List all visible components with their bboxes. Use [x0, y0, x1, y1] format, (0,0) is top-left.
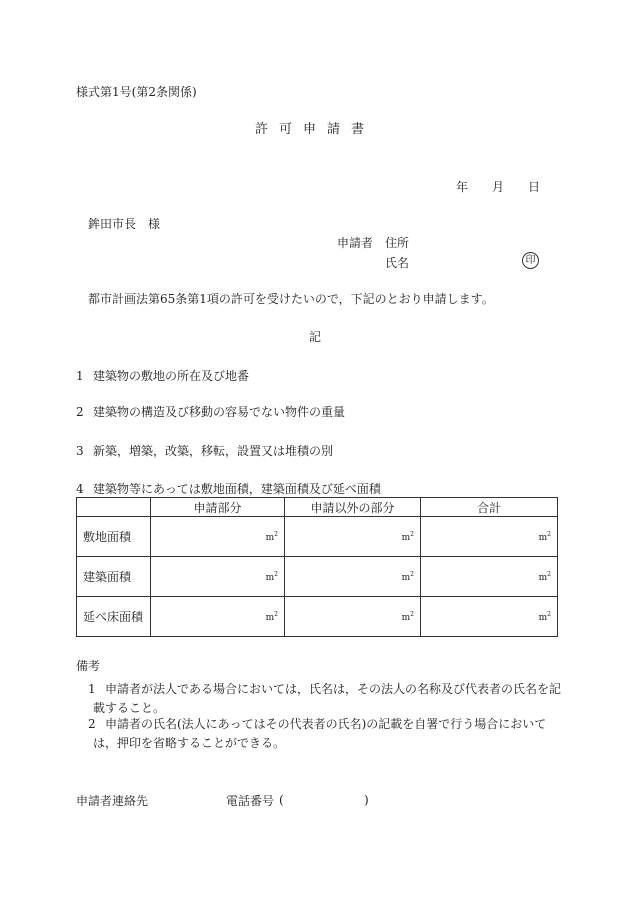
remark-number: 1 — [88, 682, 96, 696]
contact-label: 申請者連絡先 — [76, 794, 149, 808]
date-month-label: 月 — [492, 180, 505, 194]
area-cell[interactable] — [151, 597, 285, 637]
unit-exponent: 2 — [410, 530, 414, 538]
phone-label: 電話番号 — [226, 794, 275, 808]
row-label: 敷地面積 — [77, 517, 151, 557]
table-header-cell: 申請以外の部分 — [285, 498, 421, 517]
unit-exponent: 2 — [410, 610, 414, 618]
remark-item — [88, 683, 561, 695]
item-number: 3 — [76, 444, 84, 458]
row-label: 建築面積 — [77, 557, 151, 597]
table-header-row — [77, 498, 558, 517]
remark-text: 申請者が法人である場合においては，氏名は，その法人の名称及び代表者の氏名を記 — [105, 682, 562, 696]
applicant-label: 申請者 — [337, 236, 374, 250]
list-item — [76, 370, 249, 382]
item-number: 1 — [76, 369, 84, 383]
unit-exponent: 2 — [547, 570, 551, 578]
unit-label: m — [538, 612, 548, 623]
table-row — [77, 597, 558, 637]
unit-label: m — [401, 612, 411, 623]
date-day-label: 日 — [528, 180, 541, 194]
applicant-address-label: 住所 — [385, 236, 410, 250]
item-number: 4 — [76, 482, 84, 496]
table-row — [77, 517, 558, 557]
area-cell[interactable] — [151, 517, 285, 557]
unit-label: m — [265, 532, 275, 543]
document-title: 許可申請書 — [254, 122, 375, 137]
phone-paren-close: ) — [364, 793, 369, 807]
area-cell[interactable] — [151, 557, 285, 597]
remark-continuation: 載すること。 — [93, 701, 166, 715]
form-number: 様式第1号(第2条関係) — [76, 85, 197, 99]
unit-exponent: 2 — [274, 530, 278, 538]
area-cell[interactable] — [285, 517, 421, 557]
area-cell[interactable] — [285, 557, 421, 597]
unit-label: m — [401, 572, 411, 583]
unit-exponent: 2 — [274, 610, 278, 618]
unit-exponent: 2 — [410, 570, 414, 578]
ki-heading: 記 — [308, 330, 321, 344]
row-label: 延べ床面積 — [77, 597, 151, 637]
item-text: 建築物等にあっては敷地面積，建築面積及び延べ面積 — [93, 482, 381, 496]
remark-item — [88, 718, 546, 730]
area-cell[interactable] — [421, 597, 558, 637]
request-text: 都市計画法第65条第1項の許可を受けたいので，下記のとおり申請します。 — [88, 292, 494, 306]
unit-exponent: 2 — [547, 530, 551, 538]
item-number: 2 — [76, 405, 84, 419]
addressee: 鉾田市長 様 — [88, 217, 161, 231]
seal-mark: 印 — [522, 252, 539, 269]
unit-label: m — [401, 532, 411, 543]
area-table — [76, 497, 558, 637]
item-text: 建築物の敷地の所在及び地番 — [93, 369, 250, 383]
remarks-title: 備考 — [76, 659, 101, 673]
unit-exponent: 2 — [274, 570, 278, 578]
unit-label: m — [265, 572, 275, 583]
unit-label: m — [538, 532, 548, 543]
area-cell[interactable] — [285, 597, 421, 637]
unit-exponent: 2 — [547, 610, 551, 618]
phone-paren-open: ( — [279, 793, 284, 807]
table-header-cell: 申請部分 — [151, 498, 285, 517]
table-header-cell — [77, 498, 151, 517]
item-text: 新築，増築，改築，移転，設置又は堆積の別 — [93, 444, 334, 458]
list-item — [76, 406, 345, 418]
unit-label: m — [538, 572, 548, 583]
unit-label: m — [265, 612, 275, 623]
date-year-label: 年 — [456, 180, 469, 194]
list-item — [76, 445, 333, 457]
remark-number: 2 — [88, 717, 96, 731]
date-row — [450, 181, 550, 195]
remark-text: 申請者の氏名(法人にあってはその代表者の氏名)の記載を自署で行う場合において — [105, 717, 547, 731]
area-cell[interactable] — [421, 517, 558, 557]
table-row — [77, 557, 558, 597]
list-item — [76, 483, 381, 495]
remark-continuation: は，押印を省略することができる。 — [93, 736, 286, 750]
area-cell[interactable] — [421, 557, 558, 597]
item-text: 建築物の構造及び移動の容易でない物件の重量 — [93, 405, 346, 419]
applicant-name-label: 氏名 — [385, 256, 410, 270]
table-header-cell: 合計 — [421, 498, 558, 517]
